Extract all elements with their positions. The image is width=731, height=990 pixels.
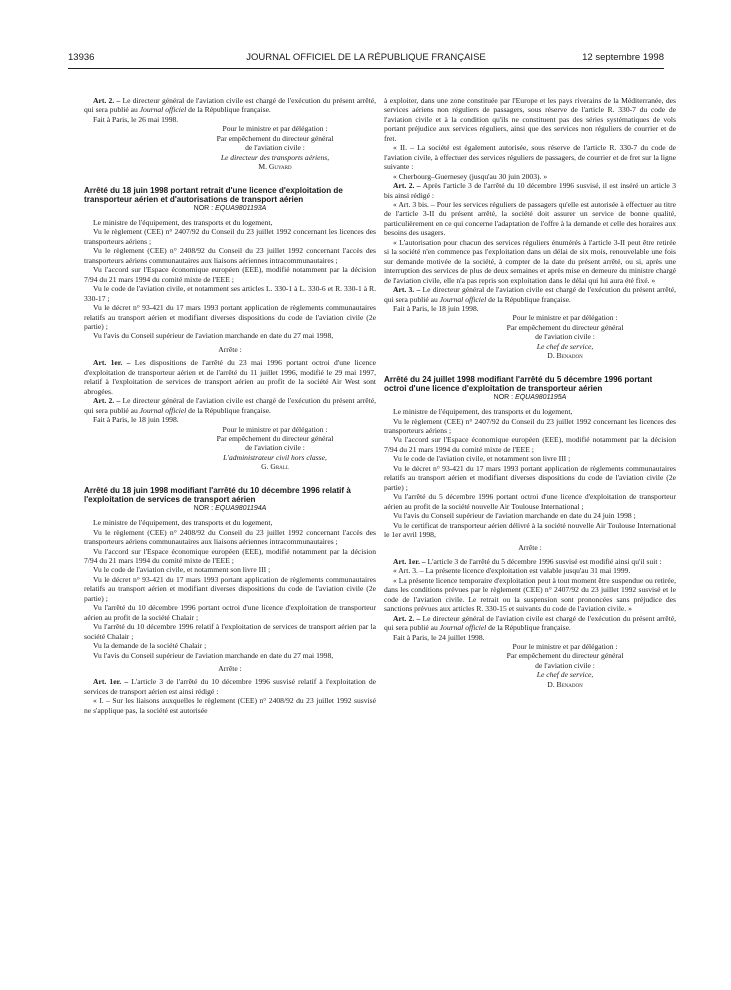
- signature-line: Pour le ministre et par délégation :: [512, 641, 618, 651]
- signature-line: Pour le ministre et par délégation :: [512, 313, 618, 323]
- arrete-label: Arrête :: [218, 344, 242, 354]
- visa: Vu le règlement (CEE) n° 2408/92 du Conseil du 23 juillet 1992 concernant l'accès des transporteurs aériens communautaires aux liaisons aériennes intracommunautaires ;: [84, 527, 376, 547]
- signature-line: Par empêchement du directeur général: [216, 434, 334, 443]
- signature-line: Par empêchement du directeur général: [506, 322, 624, 332]
- visa: Vu le décret n° 93-421 du 17 mars 1993 portant application de règlements communautaires relatifs au transport aérien et modifiant diverses dispositions du code de l'aviation civile (2e partie) ;: [384, 463, 676, 492]
- nor-reference: NOR : EQUA9801195A: [493, 394, 567, 402]
- arrete-title: Arrêté du 18 juin 1998 modifiant l'arrêté du 10 décembre 1996 relatif à l'exploitation de services de transport aérien: [84, 485, 351, 505]
- signature-name: G. Grall: [261, 462, 289, 472]
- visa: Vu l'arrêté du 10 décembre 1996 portant octroi d'une licence d'exploitation de transporteur aérien au profit de la société Chalair ;: [84, 603, 376, 622]
- signature-line: de l'aviation civile :: [245, 143, 305, 153]
- visa: Vu l'avis du Conseil supérieur de l'aviation marchande en date du 27 mai 1998,: [93, 331, 334, 341]
- visa: Vu l'arrêté du 5 décembre 1996 portant octroi d'une licence d'exploitation de transporteur aérien au profit de la société nouvelle Air Toulouse International ;: [384, 492, 676, 511]
- intro-fait: Fait à Paris, le 26 mai 1998.: [93, 114, 179, 124]
- visa: Vu le code de l'aviation civile, et notamment ses articles L. 330-1 à L. 330-6 et R. 330-1 à R. 330-17 ;: [84, 284, 376, 303]
- signature-name: M. Guyard: [258, 162, 292, 172]
- arrete-label: Arrête :: [518, 543, 542, 553]
- signature-name: D. Benadon: [547, 351, 583, 361]
- article-1: Art. 1er. – L'article 3 de l'arrêté du 10 décembre 1996 susvisé relatif à l'exploitation de services de transport aérien est ainsi rédigé :: [84, 677, 376, 696]
- arrete-title: Arrêté du 24 juillet 1998 modifiant l'arrêté du 5 décembre 1996 portant octroi d'une licence d'exploitation de transporteur aérien: [384, 374, 653, 393]
- signature-line: Le chef de service,: [536, 670, 594, 680]
- visa: Vu l'accord sur l'Espace économique européen (EEE), modifié notamment par la décision 7/94 du 21 mars 1994 du comité mixte de l'EEE ;: [84, 546, 376, 566]
- visa: Vu l'accord sur l'Espace économique européen (EEE), modifié notamment par la décision 7/94 du 21 mars 1994 du comité mixte de l'EEE ;: [384, 435, 676, 454]
- signature-line: Par empêchement du directeur général: [216, 133, 334, 143]
- visa: Le ministre de l'équipement, des transports et du logement,: [93, 218, 273, 228]
- visa: Vu le certificat de transporteur aérien délivré à la société nouvelle Air Toulouse International le 1er avril 1998,: [384, 520, 676, 539]
- journal-title: JOURNAL OFFICIEL DE LA RÉPUBLIQUE FRANÇAISE: [246, 52, 486, 63]
- article-2: Art. 2. – Le directeur général de l'aviation civile est chargé de l'exécution du présent arrêté, qui sera publié au Journal officiel de la République française.: [84, 396, 376, 415]
- article-1: Art. 1er. – L'article 3 de l'arrêté du 5 décembre 1996 susvisé est modifié ainsi qu'il suit :: [393, 556, 662, 566]
- signature-line: Pour le ministre et par délégation :: [222, 124, 328, 134]
- fait-line: Fait à Paris, le 24 juillet 1998.: [393, 632, 485, 642]
- signature-name: D. Benadon: [547, 679, 583, 689]
- visa: Vu le décret n° 93-421 du 17 mars 1993 portant application de règlements communautaires relatifs au transport aérien et modifiant diverses dispositions du code de l'aviation civile (2e partie) ;: [84, 574, 376, 603]
- page-number: 13936: [68, 52, 95, 63]
- nor-reference: NOR : EQUA9801194A: [193, 505, 267, 513]
- quoted-paragraph: « La présente licence temporaire d'exploitation peut à tout moment être suspendue ou retirée, dans les conditions prévues par le règlement (CEE) n° 2407/92 du 23 juillet 1992 susvisé et le code de l'aviation civile. Le retrait ou la suspension sont prononcées sans préjudice des sanctions prévues aux articles R. 330-15 et suivants du code de l'aviation civile. »: [384, 575, 676, 614]
- signature-line: Pour le ministre et par délégation :: [222, 424, 328, 434]
- visa: Vu l'avis du Conseil supérieur de l'aviation marchande en date du 24 juin 1998 ;: [393, 511, 636, 521]
- visa: Vu la demande de la société Chalair ;: [93, 641, 207, 651]
- article-2: Art. 2. – Après l'article 3 de l'arrêté du 10 décembre 1996 susvisé, il est inséré un article 3 bis ainsi rédigé :: [384, 181, 676, 200]
- visa: Vu l'arrêté du 10 décembre 1996 relatif à l'exploitation de services de transport aérien par la société Chalair ;: [84, 622, 376, 641]
- signature-line: Le directeur des transports aériens,: [220, 152, 330, 162]
- visa: Vu le code de l'aviation civile, et notamment son livre III ;: [93, 565, 271, 575]
- signature-line: Par empêchement du directeur général: [506, 651, 624, 661]
- quoted-paragraph: « II. – La société est également autorisée, sous réserve de l'article R. 330-7 du code de l'aviation civile, à effectuer des services réguliers de passagers, de courrier et de fret sur la ligne suivante :: [384, 143, 676, 172]
- article-1: Art. 1er. – Les dispositions de l'arrêté du 23 mai 1996 portant octroi d'une licence d'exploitation de transporteur aérien et de l'arrêté du 11 juillet 1996, modifié le 29 mai 1997, relatif à l'exploitation de services de transport aérien au profit de la société Air West sont abrogées.: [84, 358, 376, 396]
- issue-date: 12 septembre 1998: [582, 52, 664, 63]
- visa: Le ministre de l'équipement, des transports et du logement,: [93, 518, 273, 528]
- signature-line: Le chef de service,: [536, 341, 594, 351]
- visa: Vu l'avis du Conseil supérieur de l'aviation marchande en date du 27 mai 1998,: [93, 650, 334, 660]
- signature-line: de l'aviation civile :: [535, 660, 595, 670]
- visa: Vu le règlement (CEE) n° 2407/92 du Conseil du 23 juillet 1992 concernant les licences des transporteurs aériens ;: [84, 227, 376, 246]
- fait-line: Fait à Paris, le 18 juin 1998.: [393, 303, 479, 313]
- visa: Le ministre de l'équipement, des transports et du logement,: [393, 407, 573, 417]
- arrete-label: Arrête :: [218, 664, 242, 674]
- left-column: [84, 96, 376, 715]
- visa: Vu l'accord sur l'Espace économique européen (EEE), modifié notamment par la décision 7/94 du 21 mars 1994 du comité mixte de l'EEE ;: [84, 265, 376, 284]
- article-3: Art. 3. – Le directeur général de l'aviation civile est chargé de l'exécution du présent arrêté, qui sera publié au Journal officiel de la République française.: [384, 285, 676, 304]
- quoted-paragraph: « Art. 3 bis. – Pour les services réguliers de passagers qu'elle est autorisée à effectuer au titre de l'article 3-II du présent arrêté, la société doit assurer un service de bonne qualité, particulièrement en ce qui concerne l'adaptation de l'offre à la demande et celle des horaires aux besoins des usagers.: [384, 199, 676, 238]
- visa: Vu le règlement (CEE) n° 2407/92 du Conseil du 23 juillet 1992 concernant les licences des transporteurs aériens ;: [384, 416, 676, 435]
- quoted-paragraph: « I. – Sur les liaisons auxquelles le règlement (CEE) n° 2408/92 du 23 juillet 1992 susvisé ne s'applique pas, la société est autorisée: [84, 696, 376, 715]
- intro-article-2: Art. 2. – Le directeur général de l'aviation civile est chargé de l'exécution du présent arrêté, qui sera publié au Journal officiel de la République française.: [84, 96, 376, 115]
- visa: Vu le règlement (CEE) n° 2408/92 du Conseil du 23 juillet 1992 concernant l'accès des transporteurs aériens communautaires aux liaisons aériennes intracommunautaires ;: [84, 246, 376, 265]
- quoted-paragraph: « Cherbourg–Guernesey (jusqu'au 30 juin 2003). »: [393, 171, 548, 181]
- quoted-paragraph: « Art. 3. – La présente licence d'exploitation est valable jusqu'au 31 mai 1999.: [393, 566, 631, 576]
- signature-line: de l'aviation civile :: [535, 332, 595, 342]
- arrete-title: Arrêté du 18 juin 1998 portant retrait d'une licence d'exploitation de transporteur aérien et d'autorisations de transport aérien: [84, 185, 343, 204]
- article-2: Art. 2. – Le directeur général de l'aviation civile est chargé de l'exécution du présent arrêté, qui sera publié au Journal officiel de la République française.: [384, 613, 676, 633]
- quoted-paragraph: « L'autorisation pour chacun des services réguliers énumérés à l'article 3-II peut être retirée si la société n'en commence pas l'exploitation dans un délai de six mois, renouvelable une fois sur demande motivée de la société, à compter de la date du présent arrêté, ou si, après une interruption des services de plus de deux semaines et après mise en demeure du ministre chargé de l'aviation civile, elle n'a pas repris son exploitation dans le délai qui lui aura été fixé. »: [384, 237, 676, 285]
- page-header: [68, 52, 664, 68]
- visa: Vu le code de l'aviation civile, et notamment son livre III ;: [393, 454, 571, 464]
- quoted-paragraph: à exploiter, dans une zone constituée par l'Europe et les pays riverains de la Méditerranée, des services aériens non réguliers de passagers, sous réserve de l'article R. 330-7 du code de l'aviation civile et à la condition qu'ils ne constituent pas des séries systématiques de vols portant préjudice aux services réguliers, ainsi que des services non réguliers de courrier et de fret.: [384, 96, 676, 143]
- signature-line: de l'aviation civile :: [245, 443, 305, 453]
- header-rule: [68, 68, 664, 69]
- nor-reference: NOR : EQUA9801193A: [193, 205, 267, 213]
- right-column: [384, 96, 676, 689]
- visa: Vu le décret n° 93-421 du 17 mars 1993 portant application de règlements communautaires relatifs au transport aérien et modifiant diverses dispositions du code de l'aviation civile (2e partie) ;: [84, 303, 376, 332]
- fait-line: Fait à Paris, le 18 juin 1998.: [93, 415, 179, 425]
- signature-line: L'administrateur civil hors classe,: [223, 452, 327, 462]
